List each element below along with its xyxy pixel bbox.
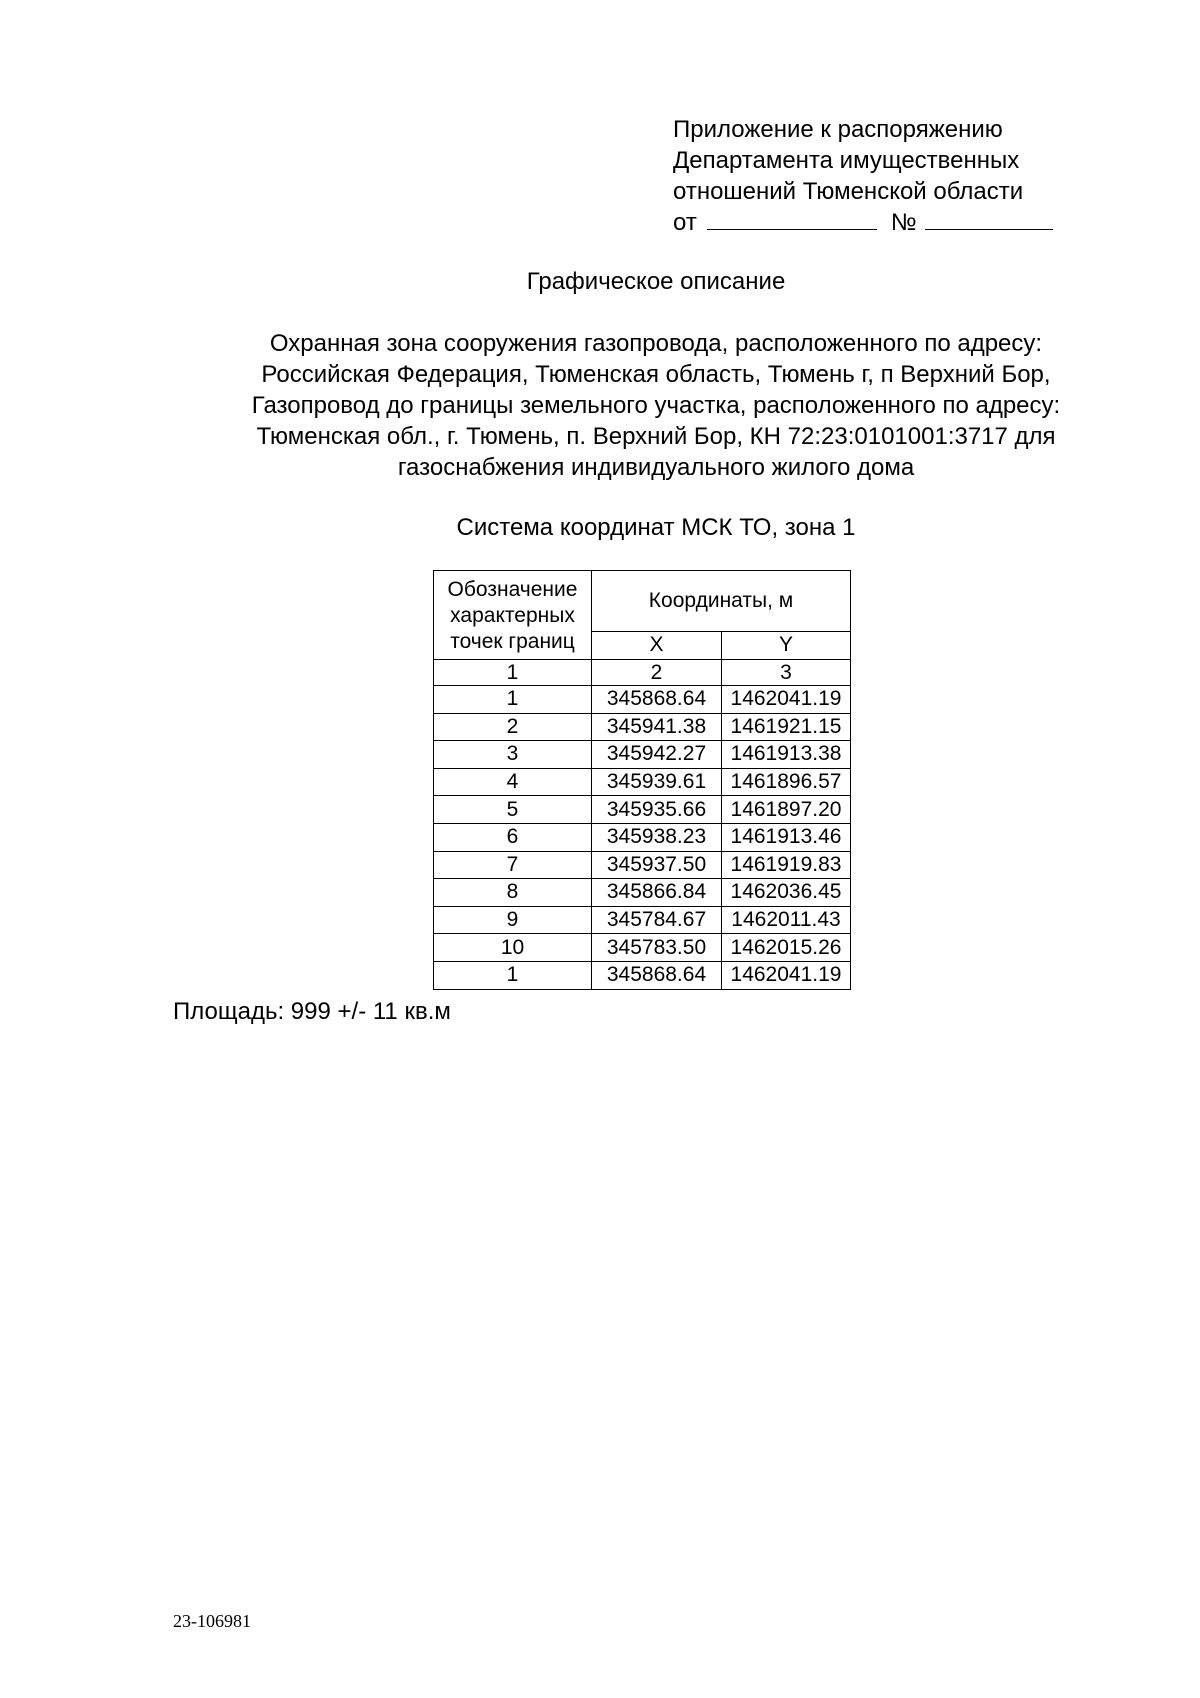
object-description bbox=[200, 328, 1112, 483]
y-cell: 1462041.19 bbox=[722, 686, 851, 714]
point-cell: 5 bbox=[434, 796, 592, 824]
area-value: Площадь: 999 +/- 11 кв.м bbox=[173, 998, 451, 1025]
table-row bbox=[434, 906, 851, 934]
x-cell: 345868.64 bbox=[592, 686, 722, 714]
y-cell: 1462015.26 bbox=[722, 934, 851, 962]
table-row bbox=[434, 741, 851, 769]
point-cell: 2 bbox=[434, 713, 592, 741]
coordinates-table bbox=[433, 570, 851, 990]
y-cell: 1461919.83 bbox=[722, 851, 851, 879]
column-number-3: 3 bbox=[722, 660, 851, 686]
number-blank bbox=[925, 209, 1053, 230]
table-row bbox=[434, 961, 851, 989]
column-number-1: 1 bbox=[434, 660, 592, 686]
y-cell: 1462036.45 bbox=[722, 879, 851, 907]
y-cell: 1461913.38 bbox=[722, 741, 851, 769]
x-cell: 345868.64 bbox=[592, 961, 722, 989]
number-sign: № bbox=[890, 209, 917, 236]
table-row bbox=[434, 934, 851, 962]
point-cell: 9 bbox=[434, 906, 592, 934]
x-cell: 345941.38 bbox=[592, 713, 722, 741]
description-line-5: газоснабжения индивидуального жилого дома bbox=[397, 454, 915, 481]
table-row bbox=[434, 851, 851, 879]
point-cell: 1 bbox=[434, 686, 592, 714]
appendix-header bbox=[673, 114, 1093, 238]
table-row bbox=[434, 768, 851, 796]
header-point-line-2: характерных bbox=[450, 604, 575, 627]
x-cell: 345784.67 bbox=[592, 906, 722, 934]
x-cell: 345939.61 bbox=[592, 768, 722, 796]
table-row bbox=[434, 686, 851, 714]
appendix-date-number-line bbox=[673, 207, 1093, 238]
footer-registration-code: 23-106981 bbox=[173, 1611, 251, 1631]
header-point-designation bbox=[434, 571, 592, 660]
x-cell: 345938.23 bbox=[592, 823, 722, 851]
column-number-2: 2 bbox=[592, 660, 722, 686]
x-cell: 345783.50 bbox=[592, 934, 722, 962]
description-line-4: Тюменская обл., г. Тюмень, п. Верхний Бор, КН 72:23:0101001:3717 для bbox=[256, 423, 1056, 450]
header-y: Y bbox=[722, 631, 851, 659]
description-line-3: Газопровод до границы земельного участка, расположенного по адресу: bbox=[251, 392, 1061, 419]
header-point-line-1: Обозначение bbox=[447, 578, 578, 601]
coordinate-system-label: Система координат МСК ТО, зона 1 bbox=[456, 514, 856, 541]
header-point-line-3: точек границ bbox=[450, 630, 575, 653]
y-cell: 1461896.57 bbox=[722, 768, 851, 796]
appendix-header-line-3: отношений Тюменской области bbox=[673, 178, 1024, 205]
x-cell: 345935.66 bbox=[592, 796, 722, 824]
table-row bbox=[434, 823, 851, 851]
table-row bbox=[434, 879, 851, 907]
table-row bbox=[434, 713, 851, 741]
x-cell: 345942.27 bbox=[592, 741, 722, 769]
table-row bbox=[434, 796, 851, 824]
x-cell: 345866.84 bbox=[592, 879, 722, 907]
header-x: X bbox=[592, 631, 722, 659]
y-cell: 1461913.46 bbox=[722, 823, 851, 851]
description-line-2: Российская Федерация, Тюменская область, Тюмень г, п Верхний Бор, bbox=[261, 361, 1051, 388]
y-cell: 1462041.19 bbox=[722, 961, 851, 989]
y-cell: 1461921.15 bbox=[722, 713, 851, 741]
date-blank bbox=[707, 209, 877, 230]
point-cell: 1 bbox=[434, 961, 592, 989]
x-cell: 345937.50 bbox=[592, 851, 722, 879]
point-cell: 7 bbox=[434, 851, 592, 879]
header-coordinates: Координаты, м bbox=[592, 571, 851, 632]
point-cell: 6 bbox=[434, 823, 592, 851]
point-cell: 4 bbox=[434, 768, 592, 796]
point-cell: 10 bbox=[434, 934, 592, 962]
appendix-header-line-2: Департамента имущественных bbox=[673, 147, 1020, 174]
y-cell: 1461897.20 bbox=[722, 796, 851, 824]
point-cell: 8 bbox=[434, 879, 592, 907]
appendix-header-line-1: Приложение к распоряжению bbox=[673, 116, 1003, 143]
date-prefix: от bbox=[673, 209, 697, 236]
y-cell: 1462011.43 bbox=[722, 906, 851, 934]
description-line-1: Охранная зона сооружения газопровода, расположенного по адресу: bbox=[269, 330, 1043, 357]
document-title: Графическое описание bbox=[526, 268, 786, 295]
point-cell: 3 bbox=[434, 741, 592, 769]
